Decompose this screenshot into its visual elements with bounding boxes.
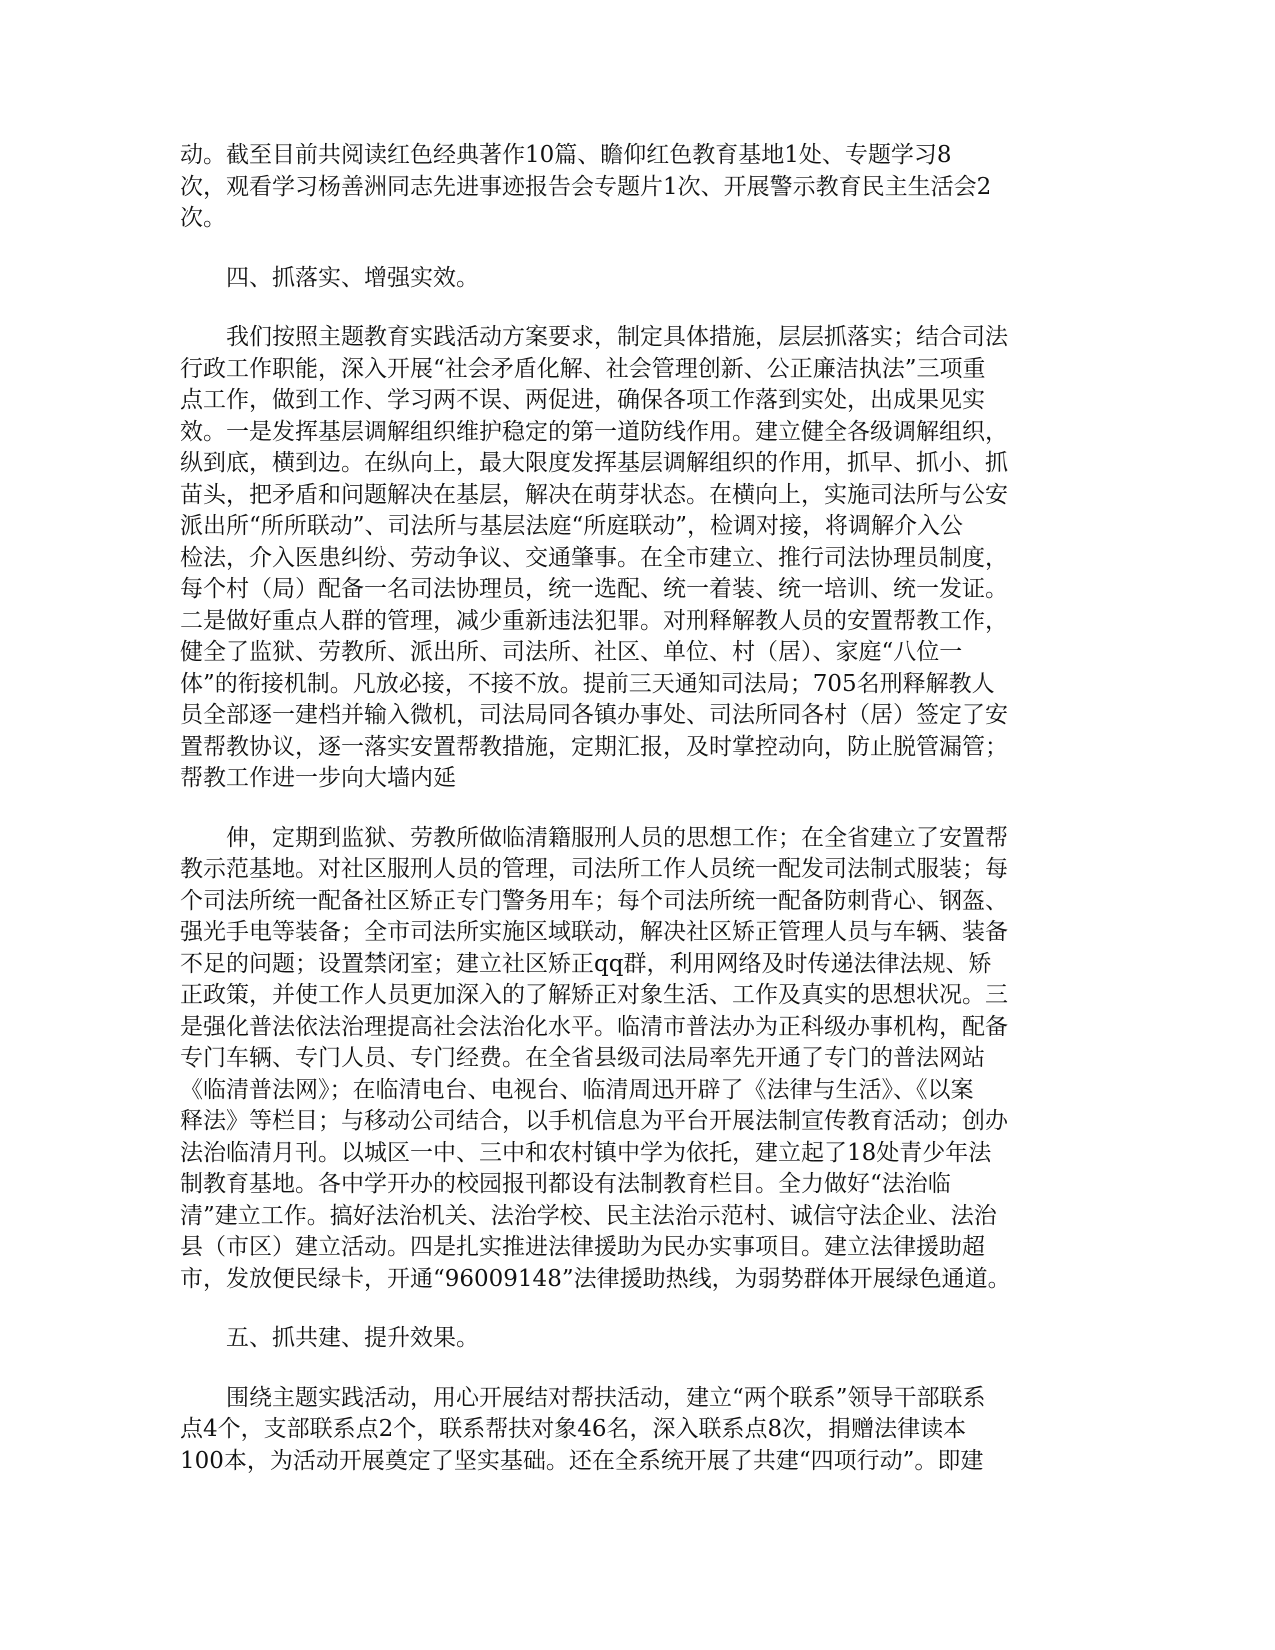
section-heading-4: 四、抓落实、增强实效。 [226,264,479,291]
paragraph-gap [180,1355,1075,1383]
document-page [180,140,1075,1477]
paragraph-extension: 伸，定期到监狱、劳教所做临清籍服刑人员的思想工作；在全省建立了安置帮 教示范基地。对社区服刑人员的管理，司法所工作人员统一配发司法制式服装；每 个司法所统一配备社区矫正专门警务用车；每个司法所统一配备防刺背心、钢盔、 强光手电等装备；全市司法所实施区域联动，解决社区矫正管理人员与车辆、装备 不足的问题；设置禁闭室；建立社区矫正qq群，利用网络及时传递法律法规、矫 正政策，并使工作人员更加深入的了解矫正对象生活、工作及真实的思想状况。三 是强化普法依法治理提高社会法治化水平。临清市普法办为正科级办事机构，配备 专门车辆、专门人员、专门经费。在全省县级司法局率先开通了专门的普法网站 《临清普法网》；在临清电台、电视台、临清周迅开辟了《法律与生活》、《以案 释法》等栏目；与移动公司结合，以手机信息为平台开展法制宣传教育活动；创办 法治临清月刊。以城区一中、三中和农村镇中学为依托，建立起了18处青少年法 制教育基地。各中学开办的校园报刊都设有法制教育栏目。全力做好“法治临 清”建立工作。搞好法治机关、法治学校、民主法治示范村、诚信守法企业、法治 县（市区）建立活动。四是扎实推进法律援助为民办实事项目。建立法律援助超 市，发放便民绿卡，开通“96009148”法律援助热线，为弱势群体开展绿色通道。 [180,824,1011,1292]
paragraph-gap [180,1295,1075,1323]
paragraph-implementation: 我们按照主题教育实践活动方案要求，制定具体措施，层层抓落实；结合司法 行政工作职能，深入开展“社会矛盾化解、社会管理创新、公正廉洁执法”三项重 点工作，做到工作、学习两不误、两促进，确保各项工作落到实处，出成果见实 效。一是发挥基层调解组织维护稳定的第一道防线作用。建立健全各级调解组织， 纵到底，横到边。在纵向上，最大限度发挥基层调解组织的作用，抓早、抓小、抓 苗头，把矛盾和问题解决在基层，解决在萌芽状态。在横向上，实施司法所与公安 派出所“所所联动”、司法所与基层法庭“所庭联动”，检调对接，将调解介入公 检法，介入医患纠纷、劳动争议、交通肇事。在全市建立、推行司法协理员制度， 每个村（局）配备一名司法协理员，统一选配、统一着装、统一培训、统一发证。 二是做好重点人群的管理，减少重新违法犯罪。对刑释解教人员的安置帮教工作， 健全了监狱、劳教所、派出所、司法所、社区、单位、村（居）、家庭“八位一 体”的衔接机制。凡放必接，不接不放。提前三天通知司法局；705名刑释解教人 员全部逐一建档并输入微机，司法局同各镇办事处、司法所同各村（居）签定了安 置帮教协议，逐一落实安置帮教措施，定期汇报，及时掌控动向，防止脱管漏管； 帮教工作进一步向大墙内延 [180,324,1008,791]
paragraph-gap [180,795,1075,823]
paragraph-gap [180,294,1075,322]
paragraph-intro: 动。截至目前共阅读红色经典著作10篇、瞻仰红色教育基地1处、专题学习8 次，观看学习杨善洲同志先进事迹报告会专题片1次、开展警示教育民主生活会2 次。 [180,142,992,231]
paragraph-cobuild: 围绕主题实践活动，用心开展结对帮扶活动，建立“两个联系”领导干部联系 点4个，支部联系点2个，联系帮扶对象46名，深入联系点8次，捐赠法律读本 100本，为活动开展奠定了坚实基础。还在全系统开展了共建“四项行动”。即建 [180,1384,986,1474]
section-heading-5: 五、抓共建、提升效果。 [226,1325,479,1351]
paragraph-gap [180,235,1075,263]
